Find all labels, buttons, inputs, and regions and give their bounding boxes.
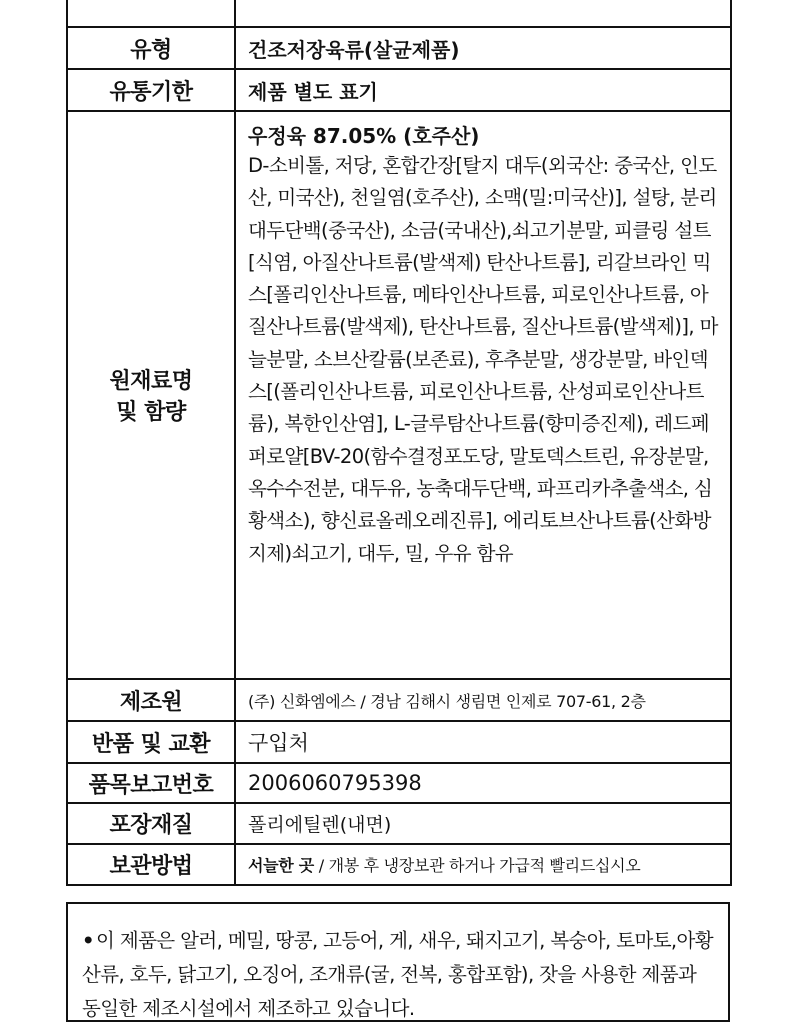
expiry-label: 유통기한 [67, 69, 235, 111]
storage-value-strong: 서늘한 곳 [248, 856, 314, 875]
ingredients-headline: 우정육 87.05% (호주산) [248, 124, 480, 148]
table-row [67, 679, 731, 721]
type-label: 유형 [67, 27, 235, 69]
ingredients-label-line2: 및 함량 [116, 400, 186, 425]
allergen-notice [82, 924, 720, 1026]
ingredients-label-line1: 원재료명 [109, 369, 193, 394]
table-row [67, 803, 731, 844]
ingredients-value [235, 111, 731, 679]
packaging-label: 포장재질 [67, 803, 235, 844]
product-info-sheet [66, 0, 730, 886]
top-row-value [235, 0, 731, 27]
table-row [67, 27, 731, 69]
storage-value-rest: / 개봉 후 냉장보관 하거나 가급적 빨리드십시오 [313, 856, 641, 875]
table-row [67, 0, 731, 27]
bullet-icon: • [82, 929, 94, 952]
ingredients-label [67, 111, 235, 679]
returns-value: 구입처 [235, 721, 731, 763]
allergen-notice-box [66, 902, 730, 1022]
manufacturer-value: (주) 신화엠에스 / 경남 김해시 생림면 인제로 707-61, 2층 [235, 679, 731, 721]
table-row [67, 69, 731, 111]
product-info-table [66, 0, 732, 886]
allergen-notice-text: 이 제품은 알러, 메밀, 땅콩, 고등어, 게, 새우, 돼지고기, 복숭아, 토마토,아황산류, 호두, 닭고기, 오징어, 조개류(굴, 전복, 홍합포함), 잣을 사용한 제품과 동일한 제조시설에서 제조하고 있습니다. [82, 929, 714, 1020]
table-row [67, 844, 731, 885]
expiry-value: 제품 별도 표기 [235, 69, 731, 111]
row-label [67, 0, 235, 27]
returns-label: 반품 및 교환 [67, 721, 235, 763]
manufacturer-label: 제조원 [67, 679, 235, 721]
packaging-value: 폴리에틸렌(내면) [235, 803, 731, 844]
storage-label: 보관방법 [67, 844, 235, 885]
table-row [67, 763, 731, 803]
type-value: 건조저장육류(살균제품) [235, 27, 731, 69]
ingredients-body: D-소비톨, 저당, 혼합간장[탈지 대두(외국산: 중국산, 인도산, 미국산), 천일염(호주산), 소맥(밀:미국산)], 설탕, 분리대두단백(중국산), 소금(국내산),쇠고기분말, 피클링 설트[식염, 아질산나트륨(발색제) 탄산나트륨], 리갈브라인 믹스[폴리인산나트륨, 메타인산나트륨, 피로인산나트륨, 아질산나트륨(발색제), 탄산나트륨, 질산나트륨(발색제)], 마늘분말, 소브산칼륨(보존료), 후추분말, 생강분말, 바인덱스[(폴리인산나트륨, 피로인산나트륨, 산성피로인산나트륨), 복한인산염], L-글루탐산나트륨(향미증진제), 레드페퍼로얄[BV-20(함수결정포도당, 말토덱스트린, 유장분말, 옥수수전분, 대두유, 농축대두단백, 파프리카추출색소, 심황색소), 향신료올레오레진류], 에리토브산나트륨(산화방지제)쇠고기, 대두, 밀, 우유 함유 [248, 154, 718, 565]
storage-value [235, 844, 731, 885]
table-row [67, 111, 731, 679]
table-row [67, 721, 731, 763]
report-number-value: 2006060795398 [235, 763, 731, 803]
report-number-label: 품목보고번호 [67, 763, 235, 803]
